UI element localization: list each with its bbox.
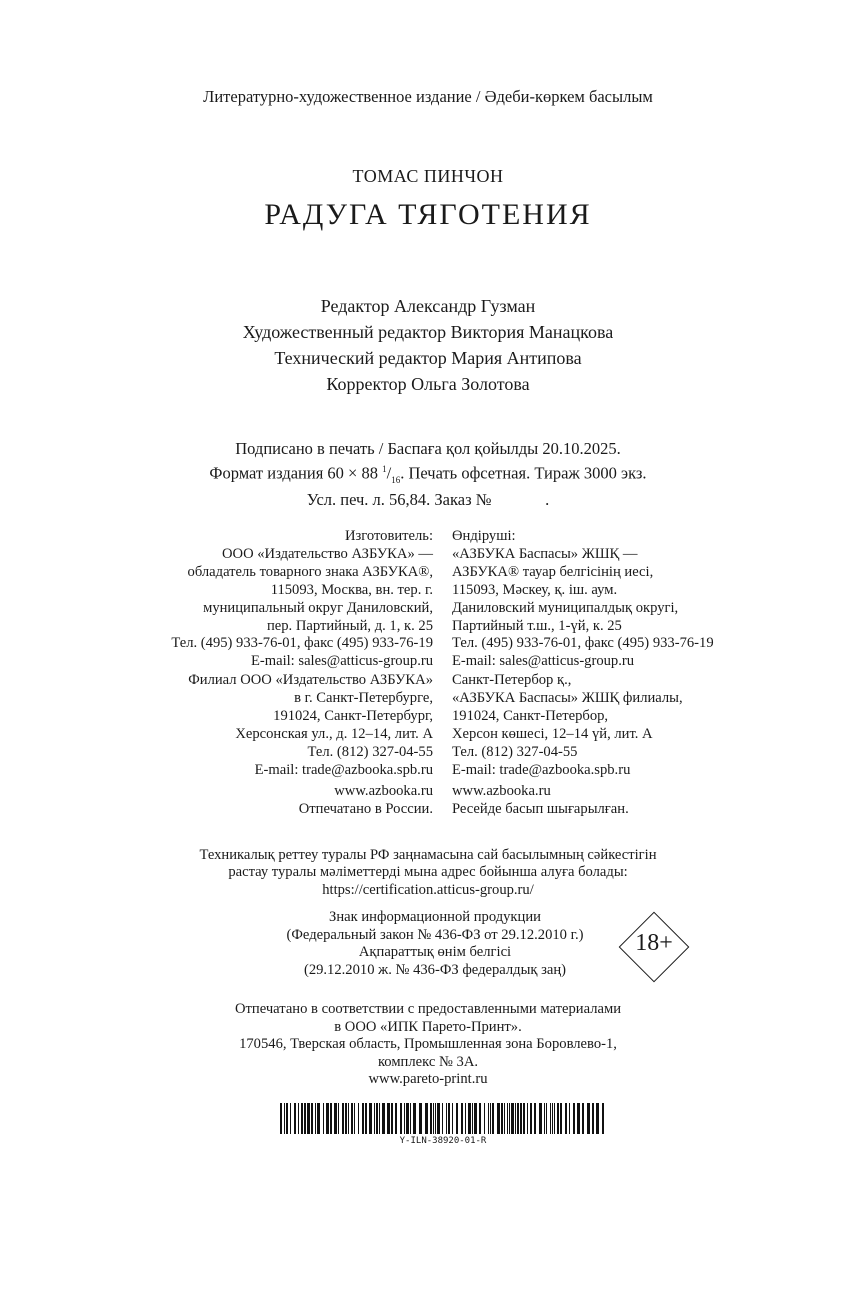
barcode-bar bbox=[280, 1103, 282, 1134]
barcode-bar bbox=[511, 1103, 514, 1134]
barcode-bar bbox=[544, 1103, 545, 1134]
barcode-bar bbox=[461, 1103, 463, 1134]
barcode-bar bbox=[523, 1103, 525, 1134]
text-line: Херсон көшесі, 12–14 үй, лит. А bbox=[452, 725, 653, 742]
barcode-bar bbox=[596, 1103, 599, 1134]
barcode-bar bbox=[472, 1103, 473, 1134]
web-kz bbox=[452, 783, 629, 819]
text-line: муниципальный округ Даниловский, bbox=[203, 599, 433, 616]
barcode-bar bbox=[569, 1103, 570, 1134]
barcode-bar bbox=[419, 1103, 422, 1134]
format-text: Формат издания 60 × 88 bbox=[209, 463, 383, 483]
text-line: Филиал ООО «Издательство АЗБУКА» bbox=[188, 672, 433, 688]
branch-ru bbox=[188, 672, 433, 779]
age-rating-badge bbox=[619, 912, 689, 982]
barcode-bar bbox=[298, 1103, 299, 1134]
barcode-bar bbox=[465, 1103, 466, 1134]
barcode-bar bbox=[539, 1103, 542, 1134]
barcode-bar bbox=[490, 1103, 491, 1134]
text-line: Изготовитель: bbox=[344, 528, 433, 544]
text-line: (Федеральный закон № 436-ФЗ от 29.12.2010 г.) bbox=[286, 926, 584, 943]
barcode-bar bbox=[452, 1103, 453, 1134]
barcode-bar bbox=[520, 1103, 522, 1134]
barcode-bar bbox=[560, 1103, 562, 1134]
barcode-bar bbox=[488, 1103, 489, 1134]
text-line: www.azbooka.ru bbox=[334, 783, 433, 799]
book-title: РАДУГА ТЯГОТЕНИЯ bbox=[264, 198, 592, 231]
text-line: Тел. (812) 327-04-55 bbox=[452, 743, 578, 760]
text-line: Даниловский муниципалдық округі, bbox=[452, 599, 679, 616]
barcode-bar bbox=[527, 1103, 528, 1134]
text-line: Отпечатано в соответствии с предоставленными материалами bbox=[234, 1001, 621, 1017]
barcode-bar bbox=[554, 1103, 555, 1134]
editors-credits bbox=[0, 293, 856, 397]
barcode-bar bbox=[284, 1103, 285, 1134]
barcode-bar bbox=[456, 1103, 458, 1134]
barcode-bar bbox=[550, 1103, 551, 1134]
format-line: Формат издания 60 × 88 $^1/_{16}$. Печать офсетная. Тираж 3000 экз. bbox=[209, 463, 647, 485]
text-line: www.pareto-print.ru bbox=[368, 1071, 488, 1088]
text-line: пер. Партийный, д. 1, к. 25 bbox=[266, 617, 433, 634]
text-line: E-mail: sales@atticus-group.ru bbox=[452, 653, 635, 670]
barcode-bar bbox=[345, 1103, 347, 1134]
barcode-bar bbox=[501, 1103, 503, 1134]
barcode-bar bbox=[552, 1103, 553, 1134]
barcode bbox=[280, 1103, 606, 1134]
text-line: Тел. (495) 933-76-01, факс (495) 933-76-19 bbox=[452, 635, 714, 652]
barcode-bar bbox=[290, 1103, 291, 1134]
barcode-bar bbox=[534, 1103, 536, 1134]
barcode-bar bbox=[294, 1103, 296, 1134]
text-line: ООО «Издательство АЗБУКА» — bbox=[221, 545, 433, 562]
barcode-bar bbox=[330, 1103, 332, 1134]
text-line: 170546, Тверская область, Промышленная зона Боровлево-1, bbox=[239, 1036, 617, 1053]
text-line: Знак информационной продукции bbox=[329, 909, 541, 925]
barcode-bar bbox=[354, 1103, 355, 1134]
info-product-sign bbox=[230, 909, 640, 979]
barcode-bar bbox=[592, 1103, 594, 1134]
editor: Редактор Александр Гузман bbox=[320, 296, 536, 316]
barcode-bar bbox=[348, 1103, 349, 1134]
branch-kz bbox=[452, 672, 683, 779]
barcode-bar bbox=[317, 1103, 320, 1134]
barcode-bar bbox=[379, 1103, 380, 1134]
web-ru bbox=[299, 783, 433, 819]
text-line: Ресейде басып шығарылған. bbox=[452, 800, 629, 817]
barcode-bar bbox=[484, 1103, 485, 1134]
barcode-bar bbox=[413, 1103, 416, 1134]
technical-editor: Технический редактор Мария Антипова bbox=[274, 348, 582, 368]
text-line: 191024, Санкт-Петербор, bbox=[452, 707, 609, 724]
barcode-bar bbox=[406, 1103, 409, 1134]
order-line: Усл. печ. л. 56,84. Заказ № . bbox=[306, 489, 550, 509]
text-line: 115093, Москва, вн. тер. г. bbox=[270, 581, 433, 598]
barcode-bar bbox=[442, 1103, 443, 1134]
text-line: E-mail: trade@azbooka.spb.ru bbox=[452, 761, 631, 778]
text-line: «АЗБУКА Баспасы» ЖШҚ филиалы, bbox=[452, 689, 683, 706]
fraction-denominator: 16 bbox=[391, 474, 401, 485]
barcode-bar bbox=[565, 1103, 567, 1134]
text-line: https://certification.atticus-group.ru/ bbox=[322, 881, 534, 898]
text-line: www.azbooka.ru bbox=[452, 783, 551, 799]
text-line: E-mail: sales@atticus-group.ru bbox=[250, 653, 433, 670]
barcode-bar bbox=[365, 1103, 367, 1134]
text-line: Ақпараттық өнім белгісі bbox=[358, 944, 512, 960]
proofreader: Корректор Ольга Золотова bbox=[326, 374, 530, 394]
fraction-numerator: 1 bbox=[382, 464, 387, 474]
text-line: обладатель товарного знака АЗБУКА®, bbox=[187, 563, 433, 580]
barcode-bar bbox=[304, 1103, 306, 1134]
barcode-label: Y-ILN-38920-01-R bbox=[399, 1136, 487, 1146]
barcode-bar bbox=[391, 1103, 393, 1134]
barcode-bar bbox=[338, 1103, 339, 1134]
barcode-bar bbox=[468, 1103, 471, 1134]
barcode-bar bbox=[395, 1103, 397, 1134]
text-line: Өндіруші: bbox=[452, 528, 516, 544]
barcode-bar bbox=[374, 1103, 375, 1134]
barcode-bar bbox=[515, 1103, 516, 1134]
barcode-bar bbox=[557, 1103, 559, 1134]
text-line: АЗБУКА® тауар белгісінің иесі, bbox=[452, 563, 654, 580]
signed-date: Подписано в печать / Баспаға қол қойылды 20.10.2025. bbox=[235, 439, 621, 458]
barcode-bar bbox=[497, 1103, 500, 1134]
barcode-bar bbox=[474, 1103, 477, 1134]
barcode-bar bbox=[492, 1103, 494, 1134]
text-line: 115093, Мәскеу, қ. іш. аум. bbox=[452, 581, 618, 598]
manufacturer-ru bbox=[171, 528, 433, 671]
barcode-bar bbox=[362, 1103, 364, 1134]
text-line: Отпечатано в России. bbox=[298, 800, 433, 817]
text-line: Техникалық реттеу туралы РФ заңнамасына сай басылымның сәйкестігін bbox=[199, 847, 657, 863]
barcode-bar bbox=[334, 1103, 337, 1134]
barcode-bar bbox=[400, 1103, 402, 1134]
barcode-bar bbox=[479, 1103, 481, 1134]
barcode-bar bbox=[315, 1103, 316, 1134]
barcode-bar bbox=[448, 1103, 450, 1134]
barcode-bar bbox=[546, 1103, 547, 1134]
barcode-bar bbox=[342, 1103, 344, 1134]
barcode-bar bbox=[530, 1103, 532, 1134]
barcode-bar bbox=[433, 1103, 434, 1134]
barcode-bar bbox=[582, 1103, 584, 1134]
barcode-bar bbox=[509, 1103, 510, 1134]
barcode-bar bbox=[517, 1103, 519, 1134]
barcode-bar bbox=[577, 1103, 580, 1134]
text-line: E-mail: trade@azbooka.spb.ru bbox=[254, 761, 433, 778]
text-line: Партийный т.ш., 1-үй, к. 25 bbox=[452, 617, 622, 634]
text-line: Тел. (812) 327-04-55 bbox=[307, 743, 433, 760]
barcode-bar bbox=[387, 1103, 390, 1134]
art-editor: Художественный редактор Виктория Манацкова bbox=[242, 322, 614, 342]
text-line: (29.12.2010 ж. № 436-ФЗ федералдық заң) bbox=[303, 961, 567, 978]
text-line: комплекс № 3А. bbox=[377, 1053, 479, 1070]
barcode-bar bbox=[587, 1103, 590, 1134]
barcode-bar bbox=[311, 1103, 313, 1134]
barcode-bar bbox=[602, 1103, 604, 1134]
text-line: 191024, Санкт-Петербург, bbox=[273, 707, 433, 724]
barcode-bar bbox=[425, 1103, 428, 1134]
text-line: Херсонская ул., д. 12–14, лит. А bbox=[235, 725, 433, 742]
barcode-bar bbox=[307, 1103, 310, 1134]
barcode-bar bbox=[358, 1103, 359, 1134]
text-line: в г. Санкт-Петербурге, bbox=[294, 689, 433, 706]
barcode-bar bbox=[323, 1103, 324, 1134]
age-rating: 18+ bbox=[635, 930, 673, 956]
barcode-bar bbox=[376, 1103, 378, 1134]
barcode-bar bbox=[430, 1103, 432, 1134]
author-name: ТОМАС ПИНЧОН bbox=[352, 166, 504, 186]
barcode-bar bbox=[404, 1103, 405, 1134]
barcode-bar bbox=[410, 1103, 411, 1134]
barcode-bar bbox=[504, 1103, 505, 1134]
text-line: в ООО «ИПК Парето-Принт». bbox=[334, 1018, 522, 1035]
barcode-bar bbox=[351, 1103, 353, 1134]
print-run-text: . Печать офсетная. Тираж 3000 экз. bbox=[400, 463, 647, 483]
text-line: «АЗБУКА Баспасы» ЖШҚ — bbox=[452, 545, 638, 562]
barcode-bar bbox=[369, 1103, 372, 1134]
barcode-bar bbox=[446, 1103, 447, 1134]
barcode-bar bbox=[301, 1103, 303, 1134]
barcode-bar bbox=[435, 1103, 436, 1134]
barcode-bar bbox=[437, 1103, 440, 1134]
manufacturer-kz bbox=[452, 528, 714, 671]
barcode-bar bbox=[286, 1103, 288, 1134]
edition-type: Литературно-художественное издание / Әдеби-көркем басылым bbox=[203, 87, 653, 106]
text-line: Тел. (495) 933-76-01, факс (495) 933-76-19 bbox=[171, 635, 433, 652]
print-info bbox=[0, 439, 856, 510]
barcode-bar bbox=[507, 1103, 508, 1134]
barcode-bar bbox=[382, 1103, 385, 1134]
text-line: растау туралы мәліметтерді мына адрес бойынша алуға болады: bbox=[228, 864, 628, 881]
barcode-bar bbox=[326, 1103, 329, 1134]
barcode-bar bbox=[573, 1103, 575, 1134]
text-line: Санкт-Петербор қ., bbox=[452, 672, 572, 688]
printer-info bbox=[0, 1001, 856, 1089]
certification-note bbox=[0, 847, 856, 899]
